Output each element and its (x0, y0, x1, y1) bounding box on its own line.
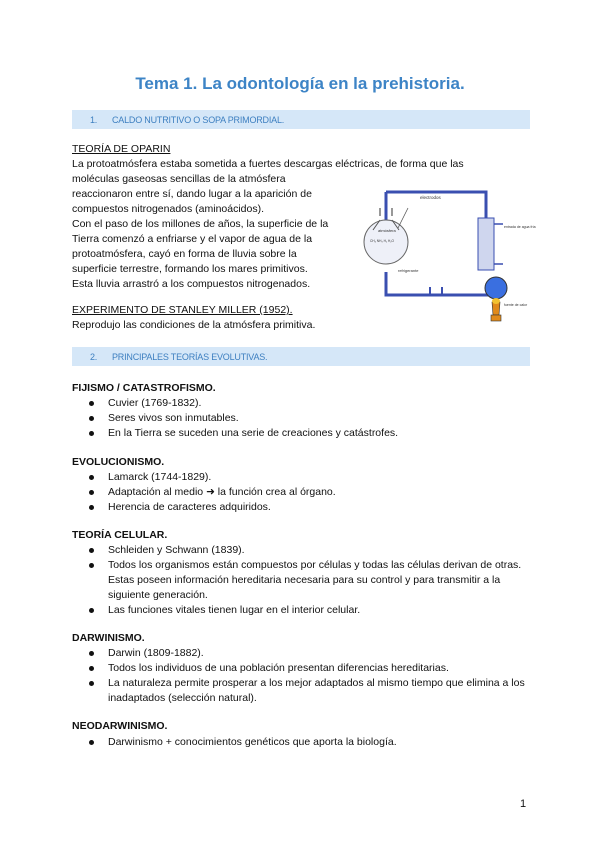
list-item: Cuvier (1769-1832). (72, 396, 532, 411)
theory-list (72, 735, 532, 750)
section-label: CALDO NUTRITIVO O SOPA PRIMORDIAL. (112, 114, 285, 125)
theory-heading: NEODARWINISMO. (72, 720, 168, 732)
oparin-heading: TEORÍA DE OPARIN (72, 143, 171, 155)
diagram-label: CH₄ NH₃ H₂ H₂O (370, 239, 395, 243)
list-item: Lamarck (1744-1829). (72, 470, 532, 485)
diagram-label: electrodos (420, 195, 441, 200)
boiling-flask (485, 277, 507, 299)
theory-heading: FIJISMO / CATASTROFISMO. (72, 382, 216, 394)
theory-list (72, 470, 532, 515)
oparin-line: protoatmósfera, cayó en forma de lluvia sobre la (72, 248, 297, 260)
page-title: Tema 1. La odontología en la prehistoria. (135, 74, 465, 93)
list-item: Herencia de caracteres adquiridos. (72, 500, 532, 515)
diagram-label: refrigerante (398, 268, 419, 273)
oparin-line: reaccionaron entre sí, dando lugar a la aparición de (72, 188, 312, 200)
miller-experiment-diagram (358, 180, 536, 330)
list-item: Darwinismo + conocimientos genéticos que aporta la biología. (72, 735, 532, 750)
refrigerant-condenser (478, 218, 494, 270)
oparin-line: Tierra comenzó a enfriarse y el vapor de agua de la (72, 233, 313, 245)
oparin-line: Con el paso de los millones de años, la superficie de la (72, 218, 329, 230)
miller-heading: EXPERIMENTO DE STANLEY MILLER (1952). (72, 304, 293, 316)
oparin-line: Esta lluvia arrastró a los compuestos nitrogenados. (72, 278, 311, 290)
section-number: 2. (90, 351, 98, 362)
section-heading-2 (72, 347, 530, 366)
oparin-line: La protoatmósfera estaba sometida a fuertes descargas eléctricas, de forma que las (72, 158, 464, 170)
section-number: 1. (90, 114, 98, 125)
list-item: Adaptación al medio ➜ la función crea al órgano. (72, 485, 532, 500)
theory-heading: EVOLUCIONISMO. (72, 456, 165, 468)
section-heading-1 (72, 110, 530, 129)
diagram-label: atmósfera (378, 228, 396, 233)
list-item: Darwin (1809-1882). (72, 646, 532, 661)
theory-heading: DARWINISMO. (72, 632, 145, 644)
theory-list (72, 646, 532, 706)
list-item: Todos los individuos de una población presentan diferencias hereditarias. (72, 661, 532, 676)
list-item: Seres vivos son inmutables. (72, 411, 532, 426)
oparin-line: compuestos nitrogenados (aminoácidos). (72, 203, 265, 215)
list-item: Las funciones vitales tienen lugar en el interior celular. (72, 603, 532, 618)
miller-text: Reprodujo las condiciones de la atmósfera primitiva. (72, 319, 316, 331)
list-item: La naturaleza permite prosperar a los mejor adaptados al mismo tiempo que elimina a los inadaptados (selección natural). (72, 676, 532, 706)
theory-list (72, 396, 532, 441)
diagram-label: entrada de agua fría (504, 225, 536, 229)
oparin-line: moléculas gaseosas sencillas de la atmósfera (72, 173, 286, 185)
list-item: En la Tierra se suceden una serie de creaciones y catástrofes. (72, 426, 532, 441)
list-item: Todos los organismos están compuestos por células y todas las células derivan de otras. Estas poseen información hereditaria necesaria para su control y para transmitir a la siguiente generación. (72, 558, 532, 603)
theory-list (72, 543, 532, 618)
list-item: Schleiden y Schwann (1839). (72, 543, 532, 558)
page-number: 1 (520, 798, 527, 810)
diagram-label: fuente de calor (504, 303, 528, 307)
oparin-line: superficie terrestre, formando los mares primitivos. (72, 263, 308, 275)
theory-heading: TEORÍA CELULAR. (72, 529, 168, 541)
section-label: PRINCIPALES TEORÍAS EVOLUTIVAS. (112, 351, 268, 362)
